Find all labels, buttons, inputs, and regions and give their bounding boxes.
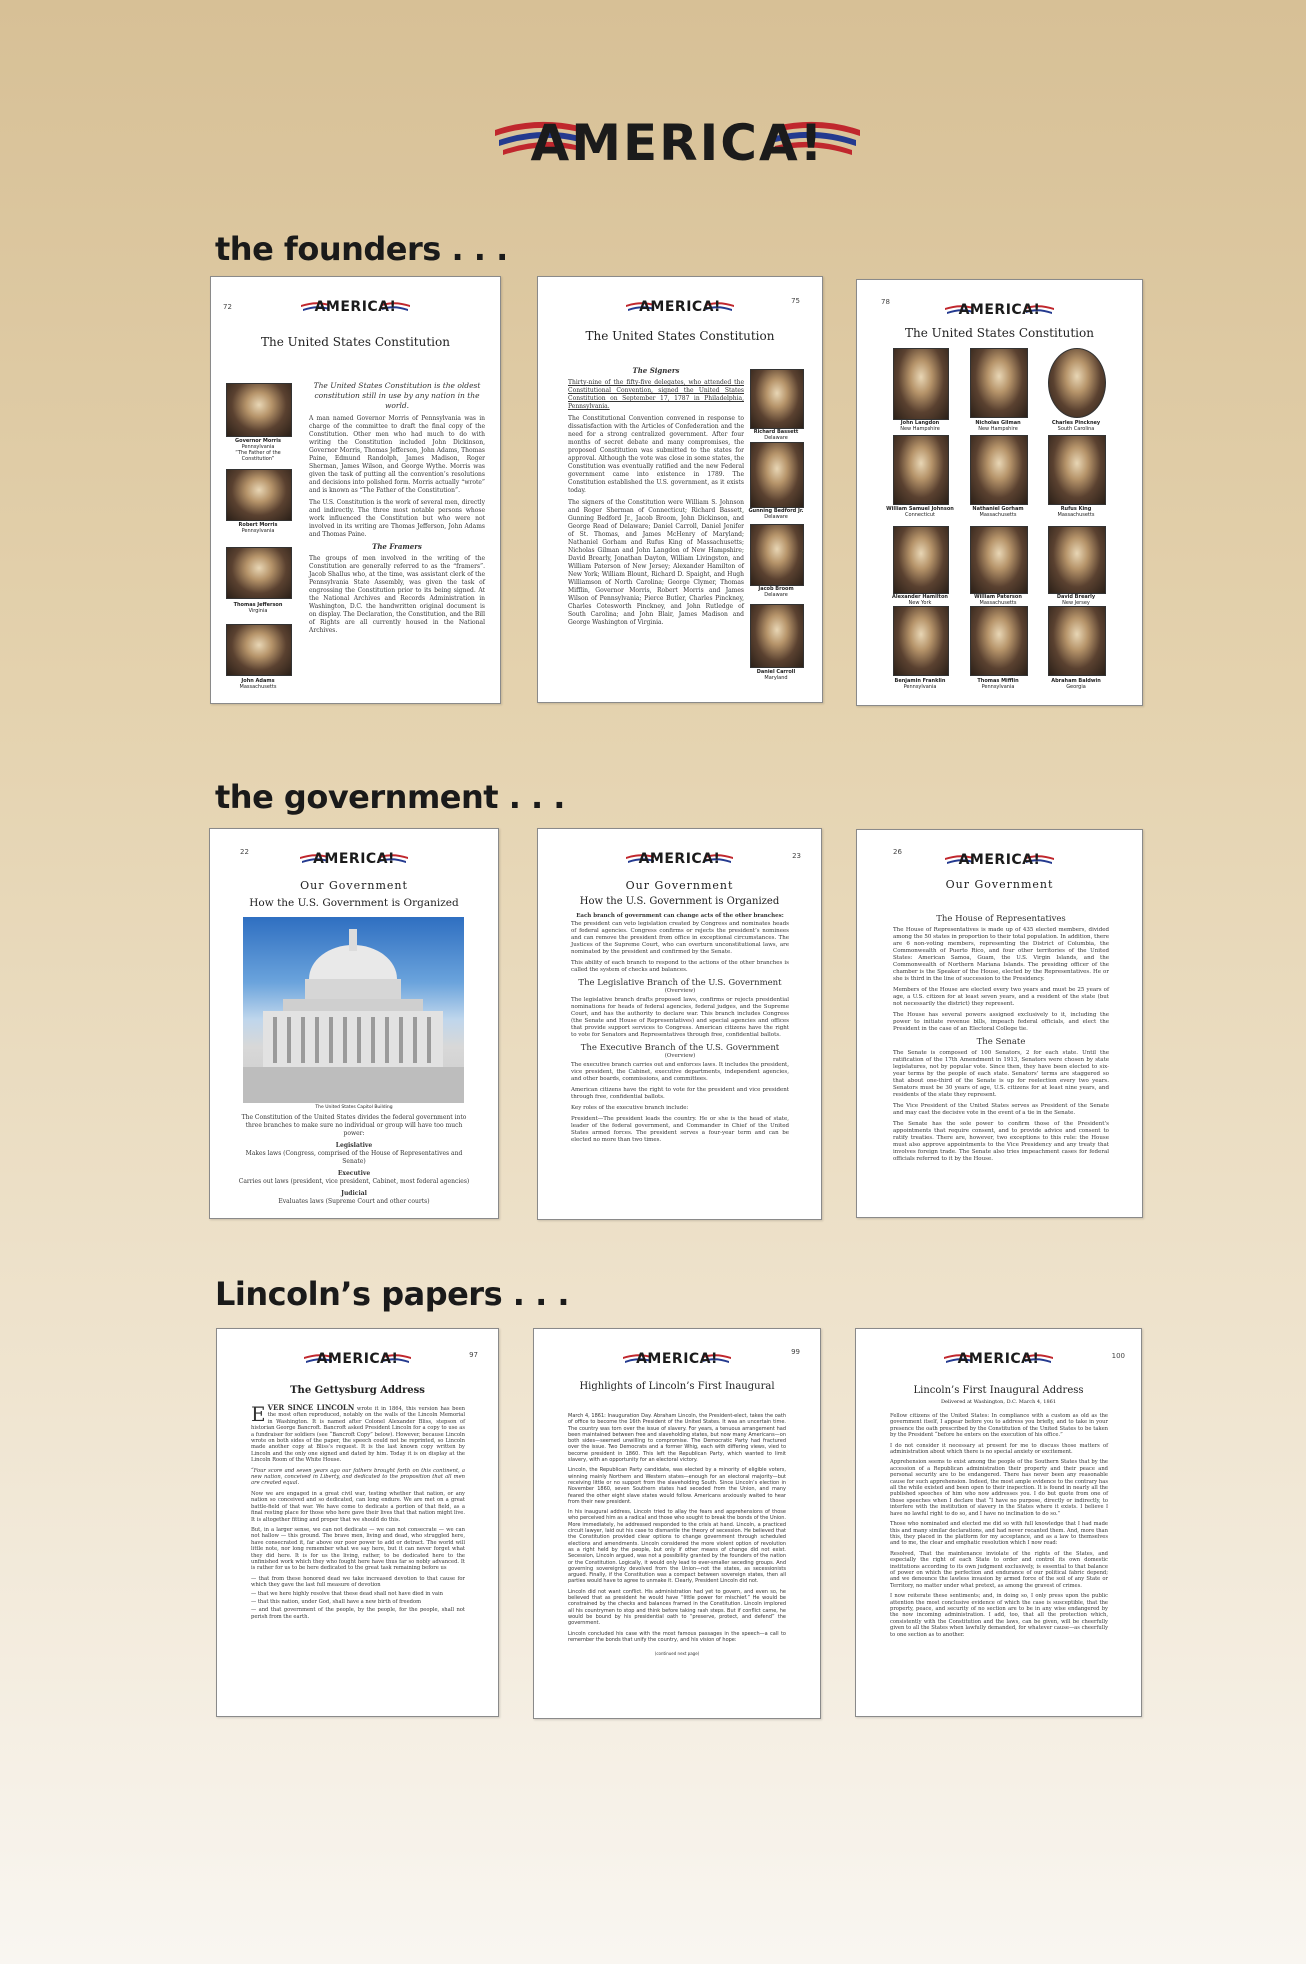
paragraph: The groups of men involved in the writing of the Constitution are generally referred to as the “framers”. Jacob Shallus who, at the time, was assistant clerk of the Pennsylvania State Assembly, was given the task of engrossing the Constitution prior to its being signed. At the National Archives and Records Administration in Washington, D.C. the handwritten original document is on display. The Declaration, the Constitution, and the Bill of Rights are all currently housed in the National Archives. [309,555,485,634]
page-title: Our Government [625,879,734,892]
paragraph: Carries out laws (president, vice president, Cabinet, most federal agencies) [238,1178,470,1185]
page-body [309,381,485,639]
paragraph: The executive branch carries out and enforces laws. It includes the president, vice president, the Cabinet, executive departments, independent agencies, and other boards, commissions, and committees. [571,1062,789,1082]
paragraph: But, in a larger sense, we can not dedicate — we can not consecrate — we can not hallow — this ground. The brave men, living and dead, who struggled here, have consecrated it, far above our poor power to add or detract. The world will little note, nor long remember what we say here, but it can never forget what they did here. It is for us the living, rather, to be dedicated here to the unfinished work which they who fought here have thus far so nobly advanced. It is rather for us to be here dedicated to the great task remaining before us [251,1526,465,1572]
capitol-building-icon [243,917,464,1103]
founders-page-2 [537,276,823,703]
paragraph: Lincoln did not want conflict. His administration had yet to govern, and even so, he believed that as president he would have “little power for mischief.” He would be constrained by the checks and balances framed in the Constitution. Lincoln implored all his countrymen to stop and think before taking rash steps. But if conflict came, he would be bound by his presidential oath to “preserve, protect, and defend” the government. [568,1588,786,1627]
paragraph: The signers of the Constitution were William S. Johnson and Roger Sherman of Connecticut; Richard Bassett, Gunning Bedford Jr., Jacob Broom, John Dickinson, and George Read of Delaware; Daniel Carroll, Daniel Jenifer of St. Thomas, and James McHenry of Maryland; Nathaniel Gorham and Rufus King of Massachusetts; Nicholas Gilman and John Langdon of New Hampshire; David Brearly, Jonathan Dayton, William Livingston, and William Paterson of New Jersey; Alexander Hamilton of New York; William Blount, Richard D. Spaight, and Hugh Williamson of North Carolina; George Clymer, Thomas Mifflin, Governor Morris, Robert Morris and James Wilson of Pennsylvania; Pierce Butler, Charles Pinckney, Charles Cotesworth Pinckney, and John Rutledge of South Carolina; and John Blair, James Madison and George Washington of Virginia. [568,499,744,626]
page-title: Our Government [945,878,1054,891]
mini-logo-text: AMERICA! [313,851,395,867]
paragraph: Members of the House are elected every two years and must be 25 years of age, a U.S. citizen for at least seven years, and a resident of the state (but not necessarily the district) they represent. [893,987,1109,1007]
subheading: The Signers [632,366,680,375]
page-body [890,1413,1108,1642]
section-heading: The Legislative Branch of the U.S. Government [578,978,782,988]
section-heading: The House of Representatives [936,914,1066,924]
mini-logo [217,1349,498,1371]
paragraph: In his inaugural address, Lincoln tried to allay the fears and apprehensions of those who perceived him as a radical and those who sought to break the bonds of the Union. More immediately, he addressed responded to the crisis at hand. Lincoln, a practiced circuit lawyer, laid out his case to dismantle the theory of secession. He believed that the Constitution provided clear options to change government through scheduled elections and amendments. Lincoln considered the more violent option of revolution as a right held by the people, but only if other means of change did not exist. Secession, Lincoln argued, was not a possibility granted by the founders of the nation or the Constitution. Logically, it would only lead to ever-smaller seceding groups. And governing sovereignty devolved from the Union—not the states, as secessionists argued. Finally, if the Constitution was a compact between sovereign states, then all parties would have to agree to unmake it. Clearly, President Lincoln did not. [568,1509,786,1585]
page-title: The United States Constitution [585,329,775,343]
portrait-image [970,348,1028,418]
section-title-government: the government . . . [215,778,565,816]
dateline: Delivered at Washington, D.C. March 4, 1861 [940,1399,1056,1405]
mini-logo [210,849,498,871]
logo-text: AMERICA! [530,114,825,172]
page-title: The United States Constitution [905,326,1094,340]
paragraph: President—The president leads the country. He or she is the head of state, leader of the federal government, and Commander in Chief of the United States armed forces. The president serves a four-year term and can be elected no more than two times. [571,1116,789,1143]
page-number: 100 [1111,1352,1125,1360]
portrait-image [1048,435,1106,505]
page-title: The United States Constitution [261,335,450,349]
portrait-caption: Robert Morris Pennsylvania [238,522,278,534]
portrait-caption: Rufus King Massachusetts [1057,506,1095,518]
paragraph: The Vice President of the United States serves as President of the Senate and may cast the decisive vote in the event of a tie in the Senate. [893,1103,1109,1116]
paragraph: The legislative branch drafts proposed laws, confirms or rejects presidential nominations for heads of federal agencies, federal judges, and the Supreme Court, and has the authority to declare war. This branch includes Congress (the Senate and House of Representatives) and special agencies and offices that provide support services to Congress. American citizens have the right to vote for Senators and Representatives through free, confidential ballots. [571,997,789,1038]
lincoln-page-1 [216,1328,499,1717]
portrait-image [226,624,292,676]
mini-logo [856,1349,1141,1371]
page-body [571,913,789,1148]
america-logo [495,108,860,170]
government-page-3 [856,829,1143,1218]
portrait-image [1048,526,1106,594]
portrait-caption: Charles Pinckney South Carolina [1051,420,1101,432]
paragraph: Lincoln, the Republican Party candidate, was elected by a minority of eligible voters, winning mainly Northern and Western states—enough for an electoral majority—but receiving little or no support from the slaveholding South. Since Lincoln’s election in November 1860, seven Southern states had seceded from the Union, and many feared the other eight slave states would follow. Americans anxiously waited to hear from their new president. [568,1467,786,1505]
paragraph: This ability of each branch to respond to the actions of the other branches is called the system of checks and balances. [571,960,789,973]
overview-label: (Overview) [664,988,696,994]
portrait-caption: Nathaniel Gorham Massachusetts [972,506,1024,518]
portrait-caption: Alexander Hamilton New York [892,594,948,606]
paragraph: The U.S. Constitution is the work of several men, directly and indirectly. The three most notable persons whose work influenced the Constitution but who were not involved in its writing are Thomas Jefferson, John Adams and Thomas Paine. [309,499,485,538]
mini-logo [857,850,1142,872]
paragraph: — and that government of the people, by the people, for the people, shall not perish from the earth. [251,1607,465,1620]
paragraph: The House of Representatives is made up of 435 elected members, divided among the 50 states in proportion to their total population. In addition, there are 6 non-voting members, representing the District of Columbia, the Commonwealth of Puerto Rico, and four other territories of the United States: American Samoa, Guam, the U.S. Virgin Islands, and the Commonwealth of Northern Mariana Islands. The presiding officer of the chamber is the Speaker of the House, elected by the Representatives. He or she is third in the line of succession to the Presidency. [893,927,1109,982]
paragraph: The Senate has the sole power to confirm those of the President’s appointments that require consent, and to provide advice and consent to ratify treaties. There are, however, two exceptions to this rule: the House must also approve appointments to the Vice Presidency and any treaty that involves foreign trade. The Senate also tries impeachment cases for federal officials referred to it by the House. [893,1121,1109,1162]
portrait-caption: Gunning Bedford Jr. Delaware [748,508,804,520]
portrait-image [970,526,1028,594]
paragraph: I now reiterate these sentiments; and, in doing so, I only press upon the public attention the most conclusive evidence of which the case is susceptible, that the property, peace, and security of no section are to be in any wise endangered by the now incoming administration. I add, too, that all the protection which, consistently with the Constitution and the laws, can be given, will be cheerfully given to all the States when lawfully demanded, for whatever cause—as cheerfully to one section as to another. [890,1593,1108,1638]
page-number: 26 [893,848,902,856]
paragraph: March 4, 1861: Inauguration Day. Abraham Lincoln, the President-elect, takes the oath of office to become the 16th President of the United States. It was an uncertain time. The country was torn over the issue of slavery. For years, a tenuous arrangement had been maintained between free and slaveholding states, but now many Americans—on both sides—seemed unwilling to compromise. The Democratic Party had fractured over the issue. Two Democrats and a former Whig, each with differing views, vied to become president in 1860. This left the Republican Party, which wanted to limit slavery, with an opportunity for an electoral victory. [568,1413,786,1464]
portrait-image [1048,606,1106,676]
paragraph: The Senate is composed of 100 Senators, 2 for each state. Until the ratification of the 17th Amendment in 1913, Senators were chosen by state legislatures, not by popular vote. Since then, they have been elected to six-year terms by the people of each state. Senators’ terms are staggered so that about one-third of the Senate is up for reelection every two years. Senators must be 30 years of age, U.S. citizens for at least nine years, and residents of the state they represent. [893,1050,1109,1098]
section-heading: The Senate [976,1037,1026,1047]
page-number: 23 [792,852,801,860]
continued-note: (continued next page) [654,1651,700,1657]
overview-label: (Overview) [664,1053,696,1059]
mini-logo-text: AMERICA! [958,852,1041,868]
lincoln-page-2 [533,1328,821,1719]
paragraph: The House has several powers assigned exclusively to it, including the power to initiate revenue bills, impeach federal officials, and elect the President in the case of an Electoral College tie. [893,1012,1109,1032]
portrait-caption: Richard Bassett Delaware [753,429,799,441]
drop-cap: E [251,1402,266,1426]
page-number: 75 [791,297,800,305]
paragraph: I do not consider it necessary at present for me to discuss those matters of administration about which there is no special anxiety or excitement. [890,1442,1108,1456]
portrait-caption: Jacob Broom Delaware [758,586,794,598]
portrait-image [226,469,292,521]
page-body [893,914,1109,1167]
photo-caption: The United States Capitol Building [315,1105,393,1110]
portrait-caption: John Langdon New Hampshire [900,420,940,432]
paragraph: — that from these honored dead we take increased devotion to that cause for which they gave the last full measure of devotion [251,1575,465,1589]
page-body [568,367,744,631]
section-title-lincoln: Lincoln’s papers . . . [215,1275,570,1313]
mini-logo-text: AMERICA! [638,851,721,867]
lead-caps: VER SINCE LINCOLN [267,1403,355,1412]
page-title: Our Government [300,879,408,892]
mini-logo-text: AMERICA! [639,299,721,315]
lead-text: Each branch of government can change acts of the other branches: [576,913,784,919]
mini-logo-text: AMERICA! [957,1351,1040,1367]
page-title: Highlights of Lincoln’s First Inaugural [579,1381,775,1392]
page-body [568,1413,786,1661]
page-title: Lincoln’s First Inaugural Address [913,1385,1084,1396]
portrait-caption: Thomas Mifflin Pennsylvania [977,678,1019,690]
founders-page-1 [210,276,501,704]
portrait-image [893,435,949,505]
portrait-caption: David Brearly New Jersey [1056,594,1096,606]
page-title: The Gettysburg Address [290,1385,425,1396]
section-heading: The Executive Branch of the U.S. Government [580,1043,780,1053]
mini-logo [857,300,1142,322]
page-number: 72 [223,303,232,311]
portrait-caption: Nicholas Gilman New Hampshire [975,420,1021,432]
lincoln-page-3 [855,1328,1142,1717]
paragraph: — that this nation, under God, shall have a new birth of freedom [251,1598,422,1605]
portrait-image [226,547,292,599]
portrait-caption: Governor Morris Pennsylvania “The Father of the Constitution” [235,438,281,462]
paragraph: Key roles of the executive branch include: [571,1105,689,1111]
page-number: 78 [881,298,890,306]
paragraph: Lincoln concluded his case with the most famous passages in the speech—a call to remember the bonds that unify the country, and his vision of hope: [568,1630,786,1643]
portrait-caption: Thomas Jefferson Virginia [233,602,283,614]
mini-logo-text: AMERICA! [314,299,397,315]
branch-heading: Legislative [335,1142,373,1149]
page-number: 97 [469,1351,478,1359]
paragraph: American citizens have the right to vote for the president and vice president through free, confidential ballots. [571,1087,789,1100]
portrait-caption: Benjamin Franklin Pennsylvania [894,678,946,690]
portrait-image [750,369,804,429]
page-subtitle: How the U.S. Government is Organized [249,897,459,909]
paragraph: The Constitution of the United States divides the federal government into three branches to make sure no individual or group will have too much power: [241,1114,467,1137]
paragraph: “Four score and seven years ago our fathers brought forth on this continent, a new nation, conceived in Liberty, and dedicated to the proposition that all men are created equal. [251,1467,465,1487]
mini-logo [211,297,500,319]
portrait-caption: William Samuel Johnson Connecticut [886,506,954,518]
paragraph: The president can veto legislation created by Congress and nominates heads of federal agencies. Congress confirms or rejects the president’s nominees and can remove the president from office in exceptional circumstances. The Justices of the Supreme Court, who can overturn unconstitutional laws, are nominated by the president and confirmed by the Senate. [571,921,789,955]
portrait-caption: Daniel Carroll Maryland [756,669,796,681]
branch-heading: Executive [337,1170,371,1177]
paragraph: Resolved, That the maintenance inviolate of the rights of the States, and especially the right of each State to order and control its own domestic institutions according to its own judgment exclusively, is essential to that balance of power on which the perfection and endurance of our political fabric depend; and we denounce the lawless invasion by armed force of the soil of any State or Territory, no matter under what pretext, as among the gravest of crimes. [890,1550,1108,1589]
paragraph: — that we here highly resolve that these dead shall not have died in vain [251,1590,444,1597]
mini-logo [538,297,822,319]
branch-heading: Judicial [341,1190,367,1197]
page-number: 99 [791,1348,800,1356]
portrait-caption: John Adams Massachusetts [239,678,277,690]
page-body [251,1402,465,1624]
capitol-photo [243,917,464,1103]
portrait-image [750,604,804,668]
paragraph: Those who nominated and elected me did so with full knowledge that I had made this and many similar declarations, and had never recanted them. And, more than this, they placed in the platform for my acceptance, and as a law to themselves and to me, the clear and emphatic resolution which I now read: [890,1521,1108,1547]
portrait-image [750,524,804,586]
portrait-image [970,435,1028,505]
paragraph: Fellow citizens of the United States: In compliance with a custom as old as the government itself, I appear before you to address you briefly, and to take in your presence the oath prescribed by the Constitution of the United States to be taken by the President “before he enters on the execution of his office.” [890,1413,1108,1439]
portrait-image [893,348,949,420]
paragraph: Makes laws (Congress, comprised of the House of Representatives and Senate) [245,1150,463,1165]
paragraph: The Constitutional Convention convened in response to dissatisfaction with the Articles of Confederation and the need for a strong centralized government. After four months of secret debate and many compromises, the proposed Constitution was submitted to the states for approval. Although the vote was close in some states, the Constitution was eventually ratified and the new Federal government came into existence in 1789. The Constitution established the U.S. government, as it exists today. [568,415,744,494]
portrait-image [970,606,1028,676]
portrait-image [893,526,949,594]
portrait-caption: William Paterson Massachusetts [974,594,1022,606]
portrait-image [893,606,949,676]
portrait-image [750,442,804,508]
page-body [238,1114,470,1210]
page-number: 22 [240,848,249,856]
portrait-image [1048,348,1106,418]
mini-logo [534,1349,820,1371]
paragraph: A man named Governor Morris of Pennsylvania was in charge of the committee to draft the final copy of the Constitution. Other men who had much to do with writing the Constitution included John Dickinson, Governor Morris, Thomas Jefferson, John Adams, Thomas Paine, Edmund Randolph, James Madison, Roger Sherman, James Wilson, and George Wythe. Morris was given the task of putting all the convention’s resolutions and decisions into polished form. Morris actually “wrote” and is known as “The Father of the Constitution”. [309,415,485,494]
government-page-1 [209,828,499,1219]
paragraph: Thirty-nine of the fifty-five delegates, who attended the Constitutional Convention, signed the United States Constitution on September 17, 1787 in Philadelphia, Pennsylvania. [568,379,744,410]
portrait-image [226,383,292,437]
subheading: The Framers [372,542,422,551]
founders-page-3 [856,279,1143,706]
paragraph: Evaluates laws (Supreme Court and other courts) [278,1198,430,1205]
mini-logo [538,849,821,871]
page-subtitle: How the U.S. Government is Organized [579,896,780,907]
mini-logo-text: AMERICA! [316,1351,399,1367]
paragraph: wrote it in 1864, this version has been the most often reproduced, notably on the walls of the Lincoln Memorial in Washington. It is named after Colonel Alexander Bliss, stepson of historian George Bancroft. Bancroft asked President Lincoln for a copy to use as a fundraiser for soldiers (see “Bancroft Copy” below). However, because Lincoln wrote on both sides of the paper, the speech could not be reprinted, so Lincoln made another copy at Bliss’s request. It is the last known copy written by Lincoln and the only one signed and dated by him. Today it is on display at the Lincoln Room of the White House. [251,1406,465,1464]
mini-logo-text: AMERICA! [958,302,1041,318]
intro-text: The United States Constitution is the oldest constitution still in use by any nation in the world. [313,381,481,410]
paragraph: Now we are engaged in a great civil war, testing whether that nation, or any nation so conceived and so dedicated, can long endure. We are met on a great battle-field of that war. We have come to dedicate a portion of that field, as a final resting place for those who here gave their lives that that nation might live. It is altogether fitting and proper that we should do this. [251,1490,465,1523]
portrait-caption: Abraham Baldwin Georgia [1051,678,1101,690]
government-page-2 [537,828,822,1220]
paragraph: Apprehension seems to exist among the people of the Southern States that by the accession of a Republican administration their property and their peace and personal security are to be endangered. There has never been any reasonable cause for such apprehension. Indeed, the most ample evidence to the contrary has all the while existed and been open to their inspection. It is found in nearly all the published speeches of him who now addresses you. I do but quote from one of those speeches when I declare that “I have no purpose, directly or indirectly, to interfere with the institution of slavery in the States where it exists. I believe I have no lawful right to do so, and I have no inclination to do so.” [890,1459,1108,1517]
mini-logo-text: AMERICA! [636,1351,718,1367]
section-title-founders: the founders . . . [215,230,508,268]
